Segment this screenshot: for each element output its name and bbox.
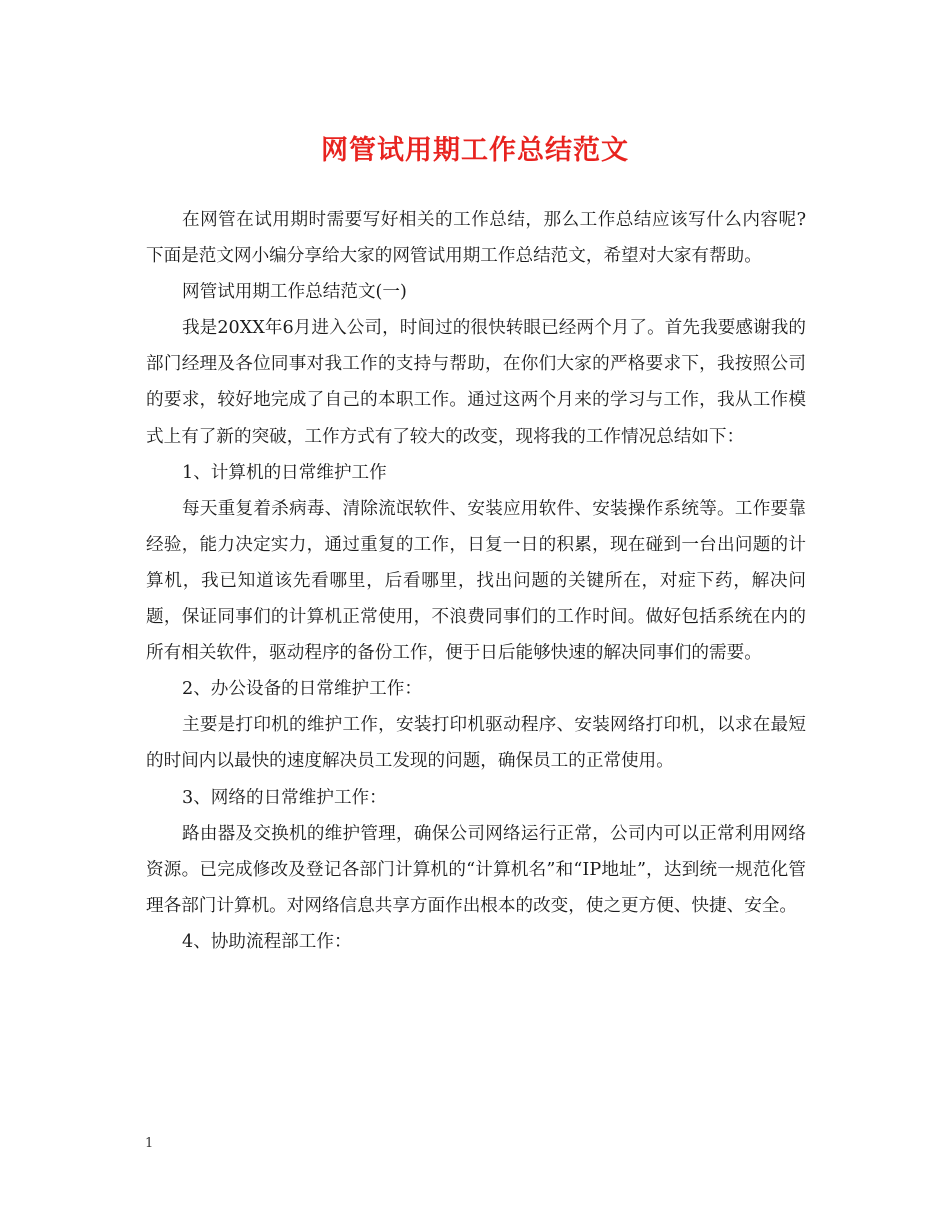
list-heading-4: 4、协助流程部工作： <box>182 931 352 952</box>
paragraph: 路由器及交换机的维护管理，确保公司网络运行正常，公司内可以正常利用网络资源。已完成修改及登记各部门计算机的“计算机名”和“IP地址”，达到统一规范化管理各部门计算机。对网络信息共享方面作出根本的改变，使之更方便、快捷、安全。 <box>146 823 806 916</box>
document-title: 网管试用期工作总结范文 <box>321 135 629 166</box>
document-body <box>146 202 806 960</box>
paragraph-intro: 在网管在试用期时需要写好相关的工作总结，那么工作总结应该写什么内容呢?下面是范文网小编分享给大家的网管试用期工作总结范文，希望对大家有帮助。 <box>146 210 806 267</box>
list-heading-1: 1、计算机的日常维护工作 <box>182 462 387 483</box>
paragraph: 我是20XX年6月进入公司，时间过的很快转眼已经两个月了。首先我要感谢我的部门经理及各位同事对我工作的支持与帮助，在你们大家的严格要求下，我按照公司的要求，较好地完成了自己的本职工作。通过这两个月来的学习与工作，我从工作模式上有了新的突破，工作方式有了较大的改变，现将我的工作情况总结如下： <box>146 318 806 447</box>
list-heading-2: 2、办公设备的日常维护工作： <box>182 679 422 700</box>
paragraph: 每天重复着杀病毒、清除流氓软件、安装应用软件、安装操作系统等。工作要靠经验，能力决定实力，通过重复的工作，日复一日的积累，现在碰到一台出问题的计算机，我已知道该先看哪里，后看哪里，找出问题的关键所在，对症下药，解决问题，保证同事们的计算机正常使用，不浪费同事们的工作时间。做好包括系统在内的所有相关软件，驱动程序的备份工作，便于日后能够快速的解决同事们的需要。 <box>146 498 806 664</box>
page-number: 1 <box>145 1136 154 1151</box>
paragraph: 主要是打印机的维护工作，安装打印机驱动程序、安装网络打印机，以求在最短的时间内以最快的速度解决员工发现的问题，确保员工的正常使用。 <box>146 715 806 772</box>
list-heading-3: 3、网络的日常维护工作： <box>182 787 387 808</box>
section-heading-1: 网管试用期工作总结范文(一) <box>182 282 407 303</box>
